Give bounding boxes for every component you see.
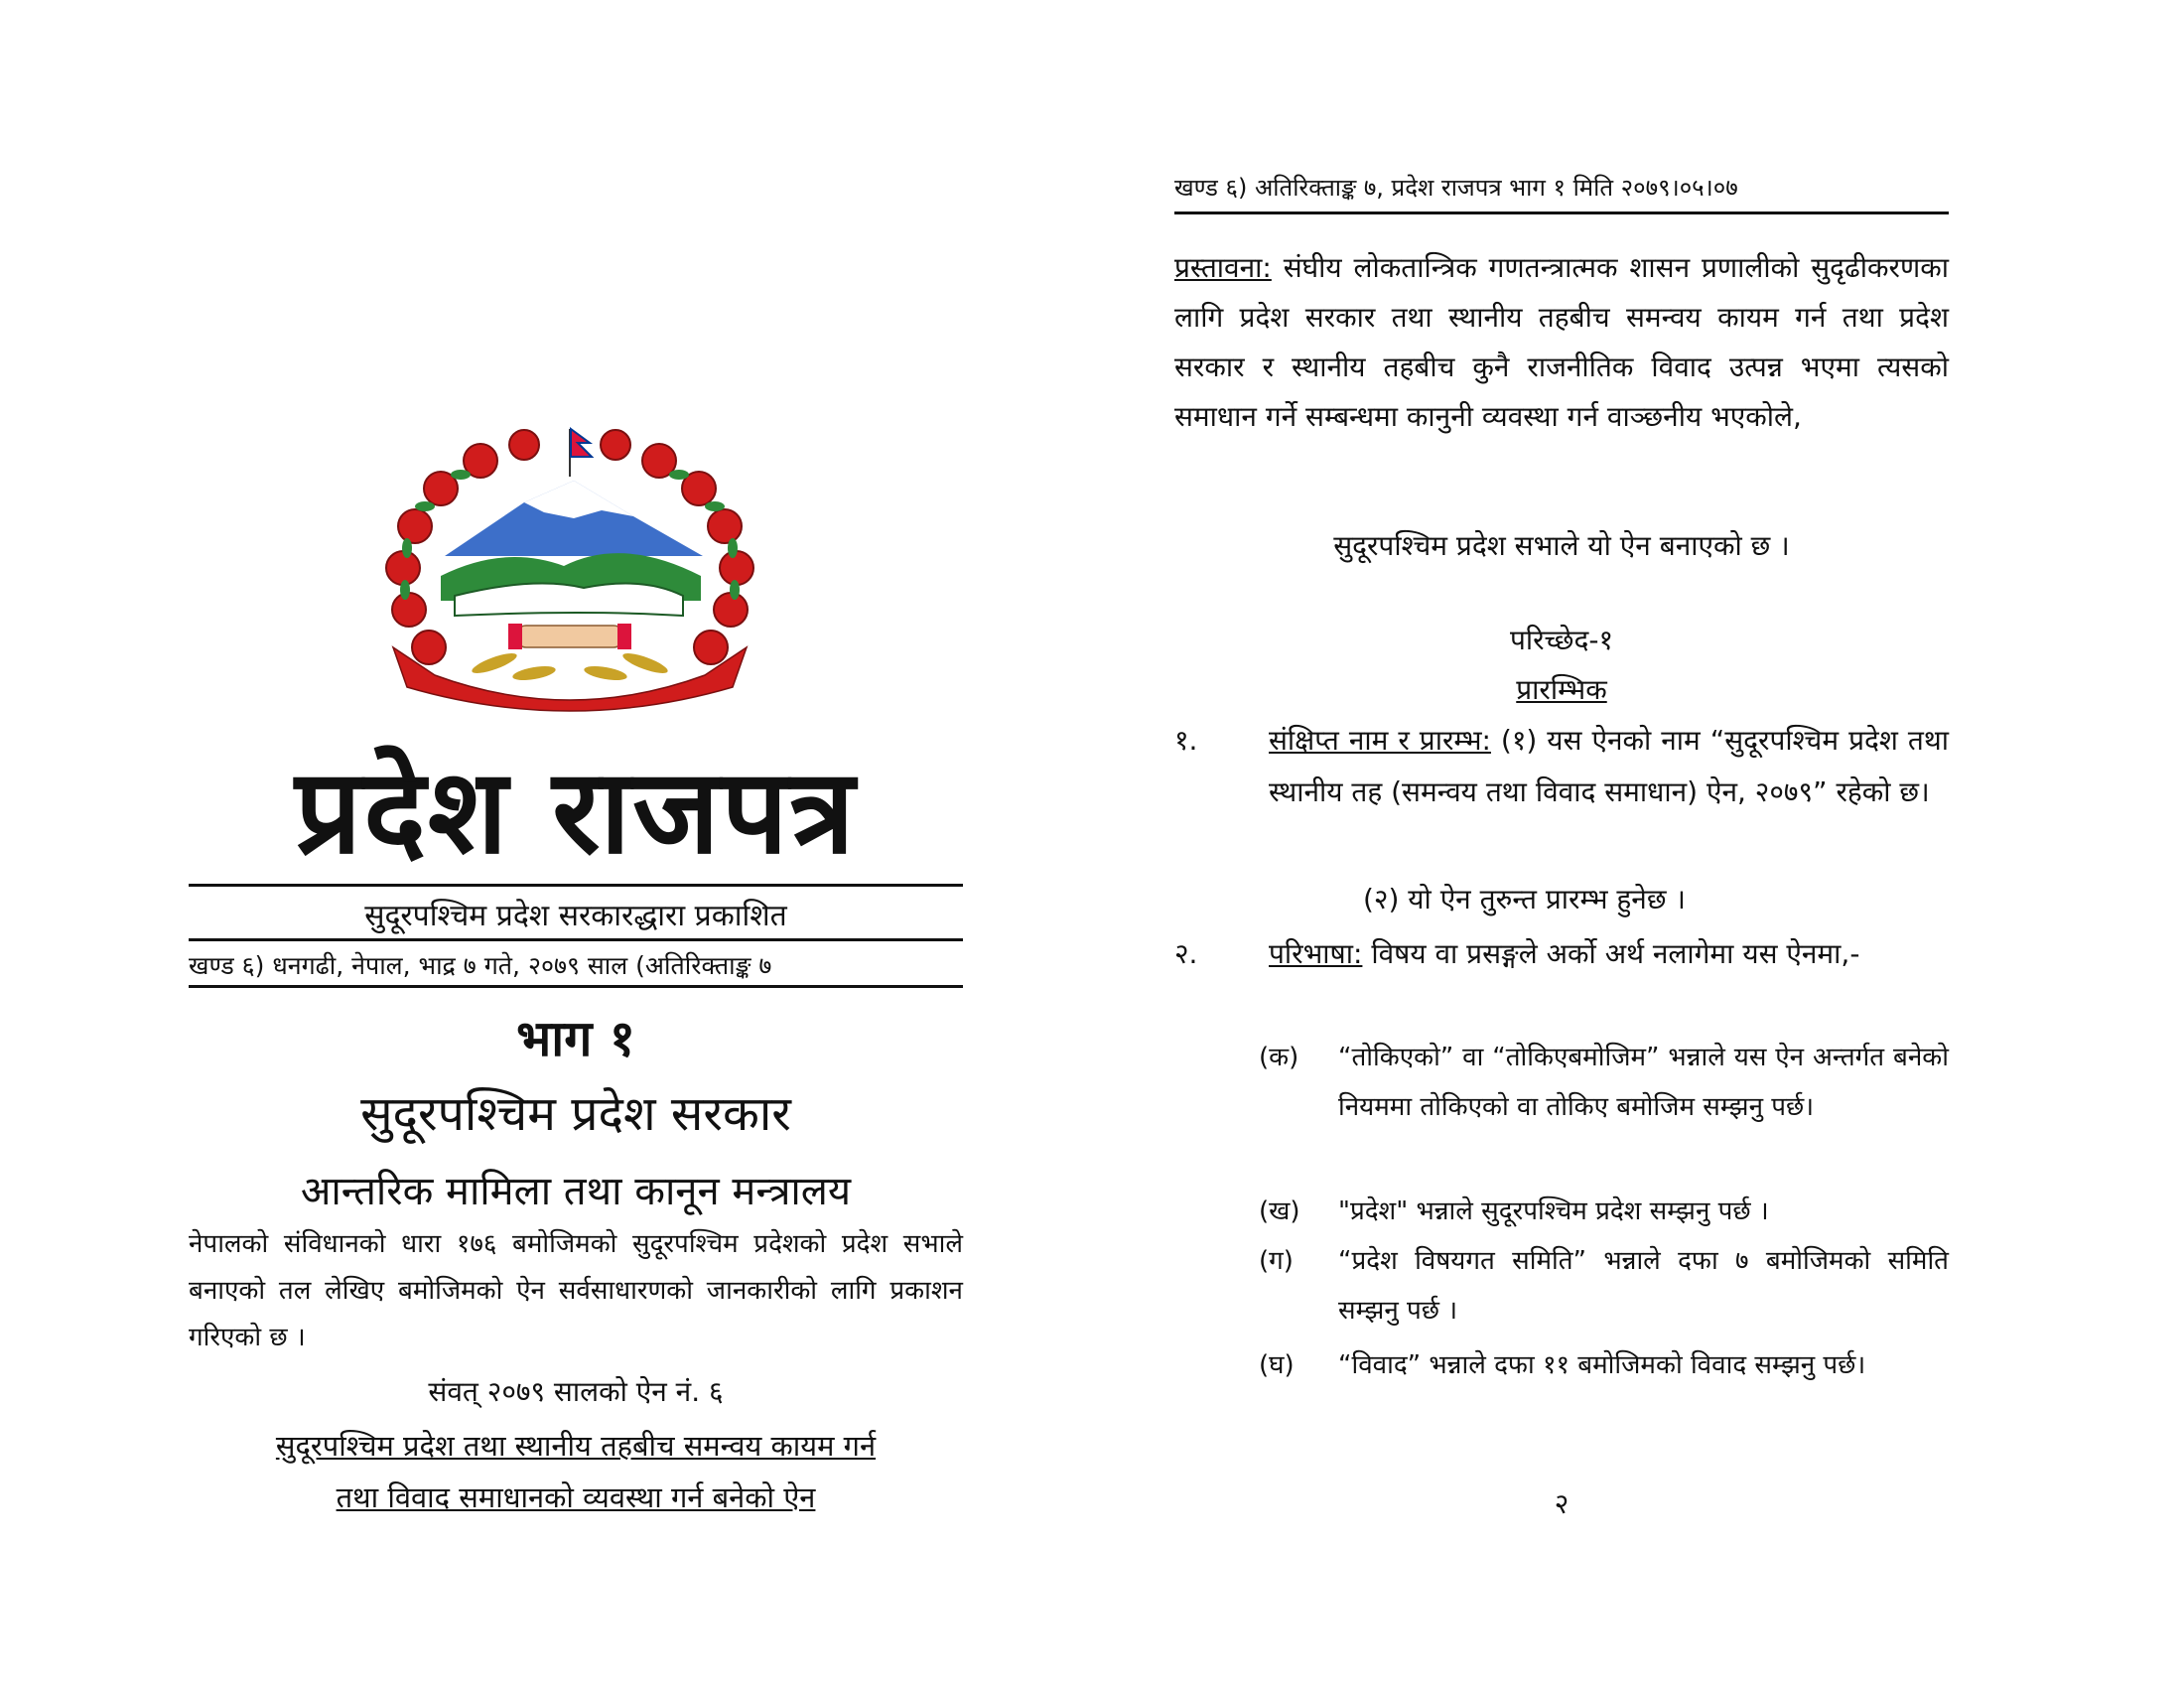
gazette-masthead: प्रदेश राजपत्र [295,743,857,880]
definition-item [1259,1033,1949,1132]
section-number: १. [1174,724,1198,757]
nepal-emblem-icon [385,427,754,725]
definition-item [1259,1187,1949,1236]
act-title-line: तथा विवाद समाधानको व्यवस्था गर्न बनेको ऐन [336,1480,816,1514]
ministry-heading: आन्तरिक मामिला तथा कानून मन्त्रालय [300,1169,852,1214]
section-text: विषय वा प्रसङ्गले अर्को अर्थ नलागेमा यस ऐनमा,- [1362,937,1860,970]
definition-text: "प्रदेश" भन्नाले सुदूरपश्चिम प्रदेश सम्झनु पर्छ । [1338,1196,1769,1226]
section-2 [1174,928,1949,980]
preamble-text: संघीय लोकतान्त्रिक गणतन्त्रात्मक शासन प्रणालीको सुदृढीकरणका लागि प्रदेश सरकार तथा स्थानीय तहबीच समन्वय कायम गर्न तथा प्रदेश सरकार र स्थानीय तहबीच कुनै राजनीतिक विवाद उत्पन्न भएमा त्यसको समाधान गर्ने सम्बन्धमा कानुनी व्यवस्था गर्न वाञ्छनीय भएकोले, [1174,251,1949,433]
intro-paragraph: नेपालको संविधानको धारा १७६ बमोजिमको सुदूरपश्चिम प्रदेशको प्रदेश सभाले बनाएको तल लेखिए बमोजिमको ऐन सर्वसाधारणको जानकारीको लागि प्रकाशन गरिएको छ । [189,1229,963,1352]
part-heading: भाग १ [516,1010,635,1067]
section-label: परिभाषा: [1269,937,1363,970]
section-label: संक्षिप्त नाम र प्रारम्भ: [1269,724,1491,757]
chapter-heading: परिच्छेद-१ [1509,624,1614,656]
definition-text: “तोकिएको” वा “तोकिएबमोजिम” भन्नाले यस ऐन अन्तर्गत बनेको नियममा तोकिएको वा तोकिए बमोजिम सम्झनु पर्छ। [1338,1043,1949,1122]
preamble-label: प्रस्तावना: [1174,251,1272,284]
preamble [1174,243,1949,442]
enactment-clause: सुदूरपश्चिम प्रदेश सभाले यो ऐन बनाएको छ । [1333,529,1790,562]
definition-item [1259,1340,1949,1390]
section-1 [1174,715,1949,818]
act-title-line: सुदूरपश्चिम प्रदेश तथा स्थानीय तहबीच समन्वय कायम गर्न [275,1429,877,1463]
definition-label: (ग) [1259,1246,1294,1276]
section-number: २. [1174,937,1198,970]
definition-item [1259,1236,1949,1336]
act-number: संवत् २०७९ सालको ऐन नं. ६ [428,1375,724,1408]
publisher-line: सुदूरपश्चिम प्रदेश सरकारद्धारा प्रकाशित [364,899,787,933]
definition-text: “विवाद” भन्नाले दफा ११ बमोजिमको विवाद सम्झनु पर्छ। [1338,1350,1866,1380]
issue-line: खण्ड ६) धनगढी, नेपाल, भाद्र ७ गते, २०७९ साल (अतिरिक्ताङ्क ७ [189,951,772,980]
definition-label: (क) [1259,1043,1299,1072]
issue-rule [189,985,963,988]
running-header: खण्ड ६) अतिरिक्ताङ्क ७, प्रदेश राजपत्र भाग १ मिति २०७९।०५।०७ [1174,171,1949,214]
page-number: २ [1554,1487,1570,1520]
definition-text: “प्रदेश विषयगत समिति” भन्नाले दफा ७ बमोजिमको समिति सम्झनु पर्छ । [1338,1246,1949,1326]
publisher-rule [189,938,963,941]
section-1-clause-2: (२) यो ऐन तुरुन्त प्रारम्भ हुनेछ । [1363,883,1686,915]
act-title [189,1420,963,1523]
chapter-title: प्रारम्भिक [1516,673,1607,706]
section-text: (१) यस ऐनको नाम “सुदूरपश्चिम प्रदेश तथा स्थानीय तह (समन्वय तथा विवाद समाधान) ऐन, २०७९” रहेको छ। [1269,724,1949,808]
definition-label: (ख) [1259,1196,1300,1226]
definition-label: (घ) [1259,1350,1295,1380]
masthead-rule [189,884,963,887]
government-heading: सुदूरपश्चिम प्रदेश सरकार [360,1086,791,1142]
